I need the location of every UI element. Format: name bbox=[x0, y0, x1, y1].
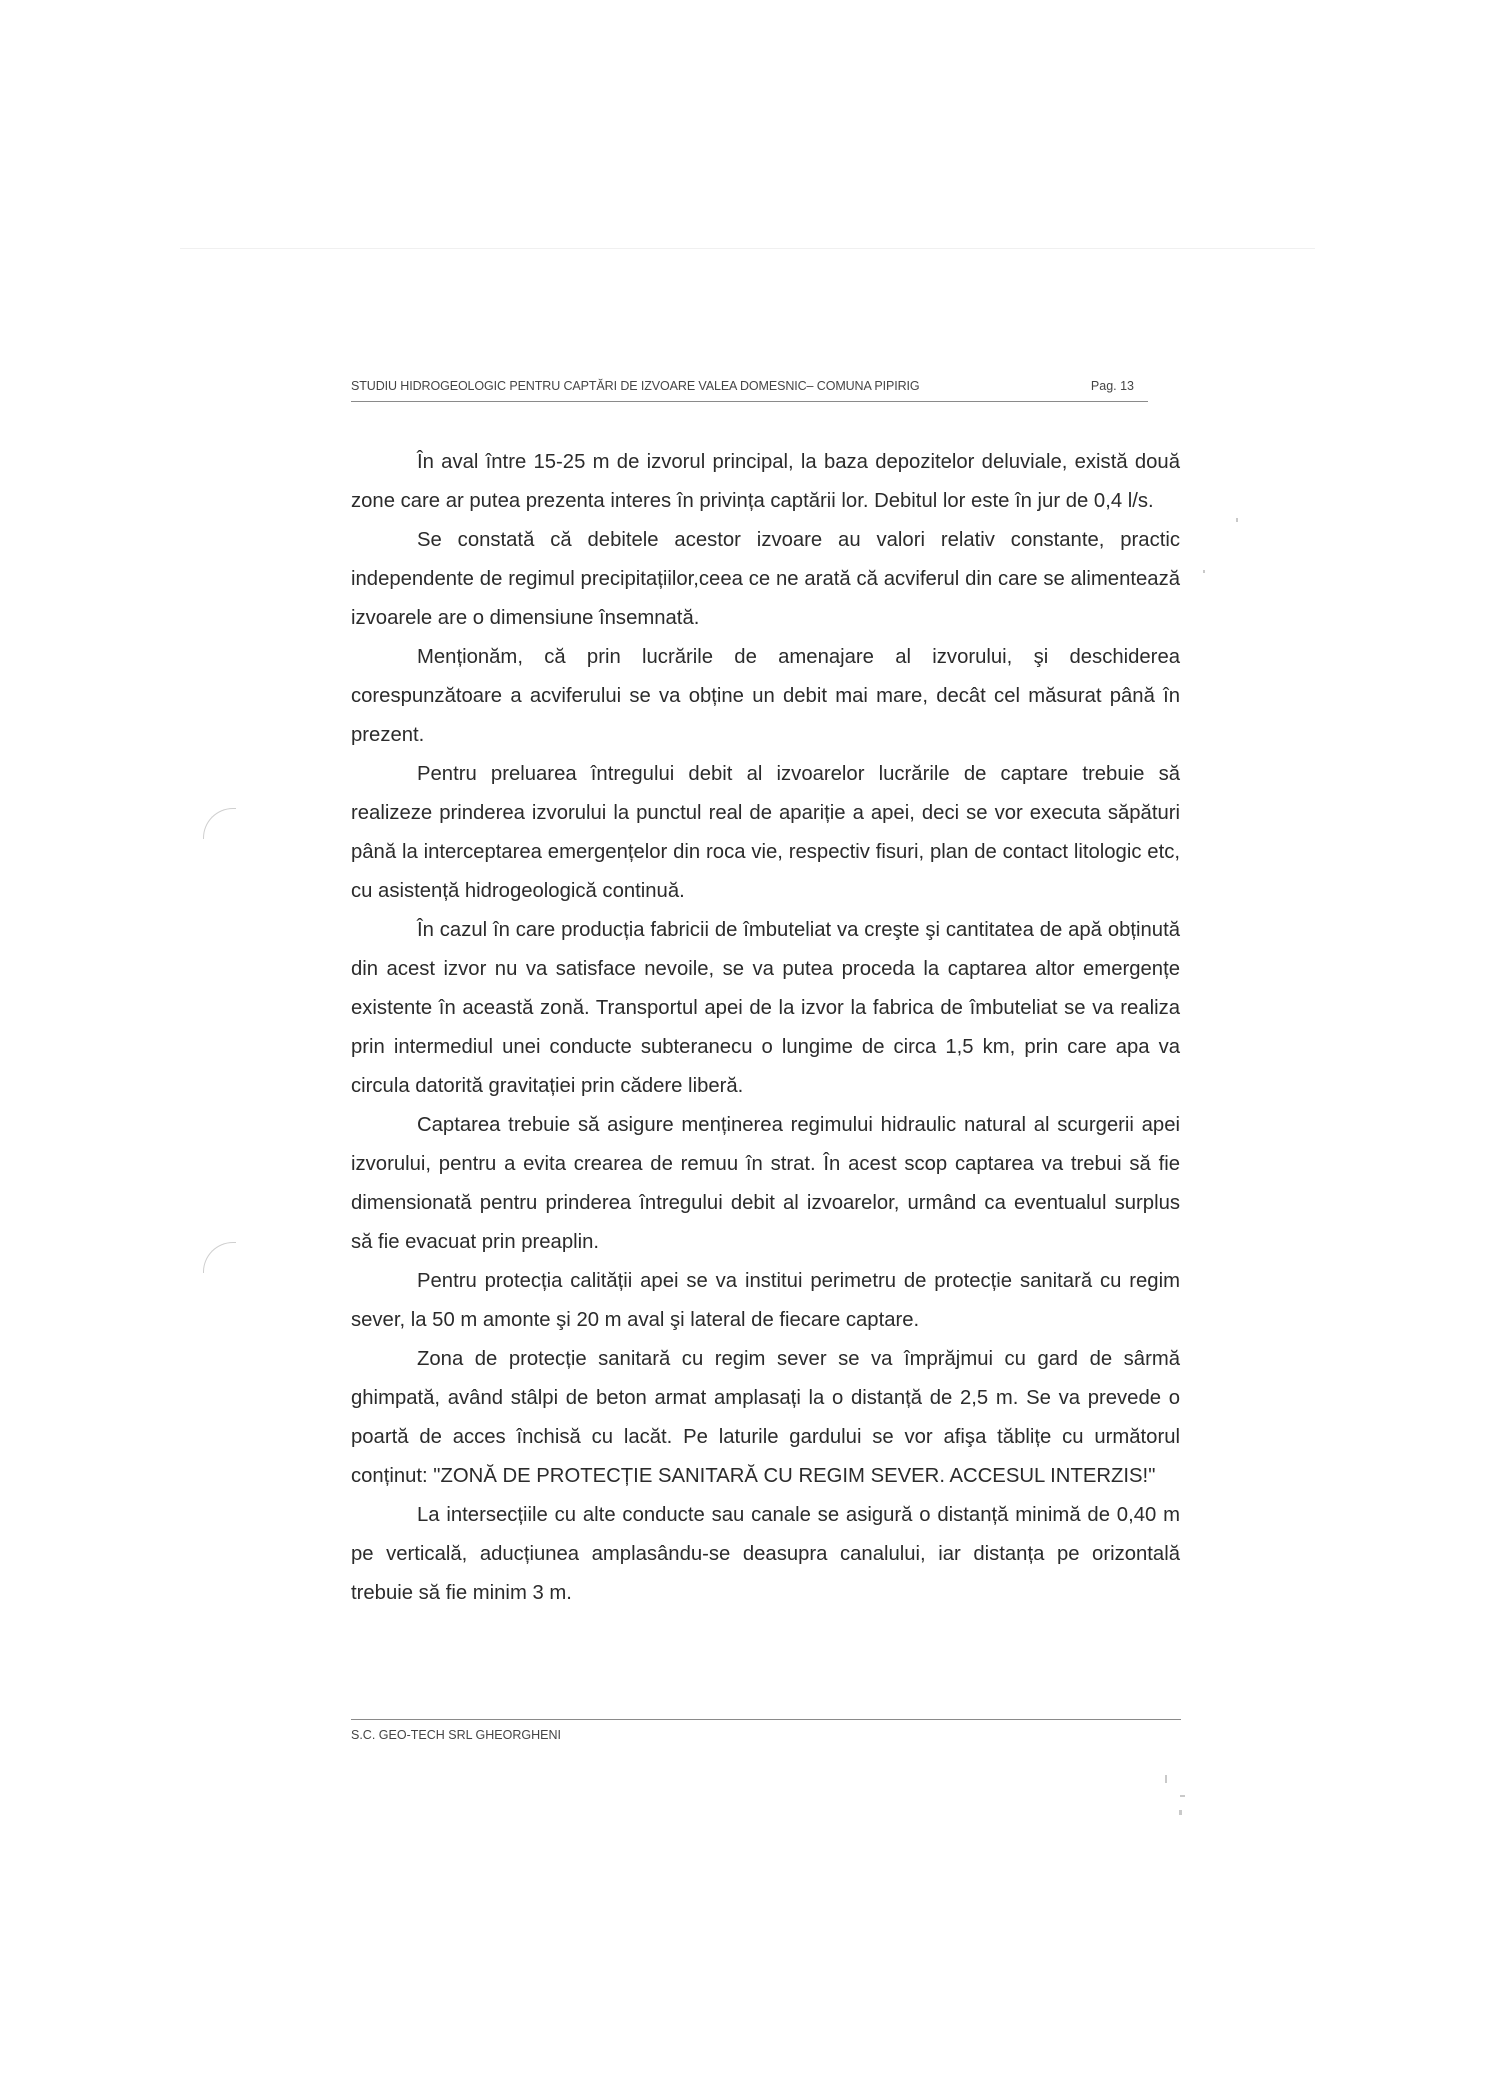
paragraph-9: La intersecțiile cu alte conducte sau canale se asigură o distanță minimă de 0,40 m pe verticală, aducțiunea amplasându-se deasupra canalului, iar distanța pe orizontală trebuie să fie minim 3 m. bbox=[351, 1504, 1180, 1604]
paragraph-7: Pentru protecția calității apei se va institui perimetru de protecție sanitară cu regim sever, la 50 m amonte şi 20 m aval şi lateral de fiecare captare. bbox=[351, 1270, 1180, 1331]
scan-speck bbox=[1203, 570, 1205, 573]
paragraph-2: Se constată că debitele acestor izvoare au valori relativ constante, practic independente de regimul precipitațiilor,ceea ce ne arată că acviferul din care se alimentează izvoarele are o dimensiune însemnată. bbox=[351, 529, 1180, 629]
paragraph-6: Captarea trebuie să asigure menținerea regimului hidraulic natural al scurgerii apei izvorului, pentru a evita crearea de remuu în strat. În acest scop captarea va trebui să fie dimensionată pentru prinderea întregului debit al izvoarelor, urmând ca eventualul surplus să fie evacuat prin preaplin. bbox=[351, 1114, 1180, 1253]
scan-edge-line bbox=[180, 248, 1315, 249]
paragraph-5: În cazul în care producția fabricii de îmbuteliat va creşte şi cantitatea de apă obținută din acest izvor nu va satisface nevoile, se va putea proceda la captarea altor emergențe existente în această zonă. Transportul apei de la izvor la fabrica de îmbuteliat se va realiza prin intermediul unei conducte subteranecu o lungime de circa 1,5 km, prin care apa va circula datorită gravitației prin cădere liberă. bbox=[351, 919, 1180, 1097]
company-name: S.C. GEO-TECH SRL GHEORGHENI bbox=[351, 1728, 561, 1742]
scan-speck bbox=[1236, 518, 1238, 522]
page-header bbox=[351, 379, 1148, 402]
paragraph-8: Zona de protecție sanitară cu regim sever se va împrăjmui cu gard de sârmă ghimpată, având stâlpi de beton armat amplasați la o distanță de 2,5 m. Se va prevede o poartă de acces închisă cu lacăt. Pe laturile gardului se vor afişa tăblițe cu următorul conținut: "ZONĂ DE PROTECȚIE SANITARĂ CU REGIM SEVER. ACCESUL INTERZIS!" bbox=[351, 1348, 1180, 1487]
scan-speck bbox=[1165, 1775, 1167, 1783]
punch-hole-mark-lower bbox=[203, 1242, 236, 1273]
scan-speck bbox=[1180, 1795, 1185, 1797]
scan-speck bbox=[1179, 1810, 1182, 1815]
paragraph-3: Menționăm, că prin lucrările de amenajare al izvorului, şi deschiderea corespunzătoare a acviferului se va obține un debit mai mare, decât cel măsurat până în prezent. bbox=[351, 646, 1180, 746]
page-footer bbox=[351, 1719, 1181, 1742]
punch-hole-mark-upper bbox=[203, 808, 236, 839]
paragraph-4: Pentru preluarea întregului debit al izvoarelor lucrările de captare trebuie să realizeze prinderea izvorului la punctul real de apariție a apei, deci se vor executa săpături până la interceptarea emergențelor din roca vie, respectiv fisuri, plan de contact litologic etc, cu asistență hidrogeologică continuă. bbox=[351, 763, 1180, 902]
paragraph-1: În aval între 15-25 m de izvorul principal, la baza depozitelor deluviale, există două zone care ar putea prezenta interes în privința captării lor. Debitul lor este în jur de 0,4 l/s. bbox=[351, 451, 1180, 512]
page-number: Pag. 13 bbox=[1090, 379, 1134, 393]
document-title: STUDIU HIDROGEOLOGIC PENTRU CAPTĂRI DE IZVOARE VALEA DOMESNIC– COMUNA PIPIRIG bbox=[351, 379, 920, 393]
document-body bbox=[351, 443, 1180, 1613]
